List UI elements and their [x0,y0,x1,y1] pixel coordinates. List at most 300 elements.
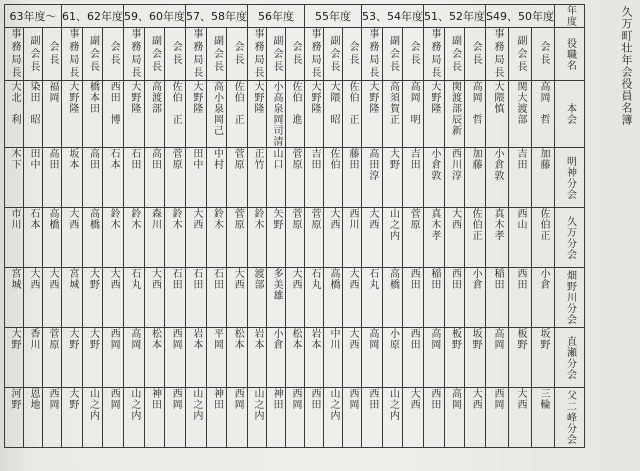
officer-name: 吉田 [408,148,420,170]
role-header [444,28,465,81]
officer-name: 高岡 [366,328,378,350]
role-header [62,28,83,81]
role-label: 副会長 [328,34,339,74]
branch-row [5,268,585,328]
officer-cell [305,81,324,148]
officer-name: 佐伯正 [537,208,549,241]
officer-cell [343,81,362,148]
officer-name: 西岡 [347,388,358,410]
officer-cell [403,148,424,208]
officer-cell [144,388,165,448]
officer-name: 高岡 [491,328,503,350]
role-header [144,28,165,81]
officer-name: 大西 [47,268,58,290]
officer-name: 田中 [28,148,39,170]
officer-cell [62,81,83,148]
officer-cell [24,148,43,208]
officer-cell [444,148,465,208]
role-label: 事務局長 [66,28,78,80]
officer-name: 平岡 [211,328,223,350]
officer-cell [165,81,186,148]
officer-name: 高小泉岡己 [211,81,223,136]
officer-cell [286,388,305,448]
period-label: S49、50年度 [486,9,554,23]
officer-cell [24,208,43,268]
officer-name: 恩地 [28,388,39,410]
officer-name: 大北 利 [9,81,20,125]
period-label: 53、54年度 [362,9,423,23]
officer-cell [362,268,383,328]
branch-row [5,208,585,268]
officer-cell [486,81,509,148]
role-label: 事務局長 [128,28,140,80]
officer-cell [403,388,424,448]
officer-cell [124,268,145,328]
officer-cell [465,208,486,268]
officer-cell [206,388,227,448]
officer-name: 大野 [387,148,399,170]
officer-name: 大野隆 [428,81,440,114]
officer-name: 大西 [290,268,301,290]
officer-cell [362,328,383,388]
officer-cell [362,388,383,448]
officer-name: 坂本 [66,148,78,170]
officer-name: 大西 [28,268,39,290]
officer-cell [444,388,465,448]
officer-name: 高渡部 [149,81,161,114]
officer-name: 高田 [149,148,161,170]
officer-name: 神田 [211,388,223,410]
role-header-row [5,28,585,81]
officer-cell [248,328,267,388]
officer-cell [165,148,186,208]
branch-header [554,148,584,208]
officer-name: 石本 [108,148,120,170]
officer-name: 大西 [366,208,378,230]
branch-label: 久万分会 [564,215,576,260]
role-label: 副会長 [271,34,282,74]
officer-name: 大隈 昭 [328,81,339,125]
officer-cell [248,388,267,448]
officer-name: 大野隆 [190,81,202,114]
officer-name: 高橋 [387,268,399,290]
officer-cell [248,268,267,328]
officer-cell [465,148,486,208]
officer-name: 山之内 [328,388,339,421]
officer-name: 真木孝 [428,208,440,241]
officer-cell [403,268,424,328]
officer-cell [5,328,24,388]
officer-cell [267,81,286,148]
officer-name: 小倉 [537,268,549,290]
officer-name: 小倉敦 [491,148,503,181]
officer-cell [103,81,124,148]
officer-cell [186,388,207,448]
officer-cell [124,388,145,448]
officer-name: 福岡 [47,81,58,103]
year-header [554,5,584,28]
officer-name: 神田 [149,388,161,410]
officer-name: 小倉 [271,328,282,350]
officer-cell [465,328,486,388]
officer-cell [248,208,267,268]
officer-name: 大野隆 [252,81,263,114]
officer-cell [5,268,24,328]
officer-cell [382,208,403,268]
officer-name: 高岡 明 [408,81,420,125]
role-label: 会長 [408,41,420,67]
role-header [508,28,531,81]
officer-name: 高田 [47,148,58,170]
officer-cell [508,388,531,448]
officer-name: 大西 [190,208,202,230]
officer-name: 西岡 [108,328,120,350]
officer-name: 大野隆 [309,81,320,114]
officer-name: 岩本 [190,328,202,350]
officer-name: 大西 [347,268,358,290]
officer-name: 稲田 [428,268,440,290]
officer-cell [305,148,324,208]
officer-name: 菅原 [290,148,301,170]
officer-cell [43,208,62,268]
officer-name: 高田 [87,148,99,170]
role-header [124,28,145,81]
officer-cell [186,148,207,208]
role-label: 副会長 [387,34,399,74]
officer-name: 西田 博 [108,81,120,125]
officer-cell [403,328,424,388]
officer-cell [343,388,362,448]
officer-cell [444,268,465,328]
officer-cell [403,81,424,148]
officer-cell [382,328,403,388]
officer-name: 大野 [66,328,78,350]
officer-cell [165,268,186,328]
officer-name: 佐伯正 [470,208,482,241]
officer-cell [227,148,248,208]
officer-cell [465,81,486,148]
period-header [248,5,305,28]
officer-name: 坂野 [537,328,549,350]
officer-name: 山口 [271,148,282,170]
role-label: 事務局長 [309,28,320,80]
document-title: 久万町壮年会役員名簿 [620,6,633,126]
officer-name: 西田 [408,328,420,350]
officer-name: 菅原 [309,208,320,230]
officer-cell [286,268,305,328]
officer-name: 鈴木 [211,208,223,230]
role-label: 事務局長 [252,28,263,80]
period-header [62,5,124,28]
officer-cell [206,208,227,268]
officer-cell [43,388,62,448]
branch-header [554,388,584,448]
officer-name: 西田 [428,388,440,410]
officer-name: 田中 [190,148,202,170]
officer-cell [508,208,531,268]
officer-cell [165,328,186,388]
officer-cell [62,148,83,208]
officer-name: 染田 昭 [28,81,39,125]
officer-cell [5,148,24,208]
period-header [362,5,424,28]
branch-header [554,208,584,268]
officer-name: 大野 [87,328,99,350]
officer-name: 大西 [66,208,78,230]
role-label: 事務局長 [9,28,20,80]
officer-cell [206,268,227,328]
role-title-label: 役職名 [564,37,576,71]
period-label: 51、52年度 [424,9,485,23]
officer-cell [5,388,24,448]
officer-name: 西山 [514,208,526,230]
branch-row [5,388,585,448]
officer-cell [486,268,509,328]
officer-cell [508,81,531,148]
officer-cell [206,81,227,148]
officer-cell [362,148,383,208]
officer-cell [82,148,103,208]
officer-name: 渡部 [252,268,263,290]
officer-name: 佐伯 正 [170,81,182,125]
officer-cell [424,81,445,148]
officer-name: 正竹 [252,148,263,170]
branch-row [5,148,585,208]
officer-cell [508,148,531,208]
officer-cell [324,81,343,148]
officer-name: 佐伯 [328,148,339,170]
officer-name: 大野 [66,388,78,410]
officer-name: 西岡 [108,388,120,410]
role-header [206,28,227,81]
officer-cell [444,81,465,148]
officer-cell [486,328,509,388]
officer-name: 菅原 [290,208,301,230]
officer-name: 石本 [28,208,39,230]
officer-cell [144,148,165,208]
role-header [248,28,267,81]
officer-cell [103,268,124,328]
officer-name: 大西 [449,208,461,230]
officer-cell [531,208,554,268]
officer-cell [486,208,509,268]
officer-cell [24,81,43,148]
officer-name: 大西 [149,268,161,290]
officer-name: 西田 [408,268,420,290]
role-header [531,28,554,81]
role-header [362,28,383,81]
officer-cell [227,268,248,328]
officer-cell [43,328,62,388]
officer-cell [82,328,103,388]
officer-name: 高岡 哲 [537,81,549,125]
role-label: 事務局長 [491,28,503,80]
officer-cell [343,208,362,268]
officer-name: 関渡部辰新 [449,81,461,136]
officer-cell [424,388,445,448]
officer-cell [227,81,248,148]
officer-name: 山之内 [87,388,99,421]
officer-name: 菅原 [170,148,182,170]
officer-name: 高橋 [87,208,99,230]
period-header [424,5,486,28]
officer-cell [382,268,403,328]
period-header-row [5,5,585,28]
officer-name: 菅原 [408,208,420,230]
officer-name: 佐伯 正 [347,81,358,125]
officer-name: 吉田 [309,148,320,170]
officer-cell [444,328,465,388]
officer-name: 鈴木 [128,208,140,230]
officer-cell [531,388,554,448]
role-label: 副会長 [28,34,39,74]
officer-cell [82,208,103,268]
role-header [186,28,207,81]
officer-cell [305,388,324,448]
role-label: 事務局長 [366,28,378,80]
role-header [227,28,248,81]
officer-cell [444,208,465,268]
officer-name: 橋本田 [87,81,99,114]
officer-name: 西川 [347,208,358,230]
officer-cell [5,81,24,148]
officer-name: 河野 [9,388,20,410]
officer-cell [267,328,286,388]
officer-cell [424,328,445,388]
officer-name: 高田淳 [366,148,378,181]
role-title-header [554,28,584,81]
officer-cell [144,328,165,388]
officer-cell [186,268,207,328]
role-header [267,28,286,81]
officer-cell [465,268,486,328]
officer-cell [531,328,554,388]
officer-cell [103,148,124,208]
officer-cell [508,268,531,328]
role-label: 会長 [108,41,120,67]
officer-name: 大西 [470,388,482,410]
officer-cell [465,388,486,448]
period-label: 56年度 [258,9,294,23]
officer-name: 鈴木 [170,208,182,230]
role-label: 会長 [47,41,58,67]
officer-cell [305,208,324,268]
officer-cell [267,148,286,208]
officer-cell [531,148,554,208]
officer-name: 大野隆 [366,81,378,114]
officer-name: 石丸 [128,268,140,290]
officer-roster-table [4,4,585,448]
officer-name: 大西 [408,388,420,410]
officer-name: 石田 [128,148,140,170]
officer-name: 西岡 [47,388,58,410]
role-header [24,28,43,81]
officer-name: 西岡 [170,328,182,350]
branch-row [5,81,585,148]
branch-header [554,268,584,328]
officer-cell [343,328,362,388]
officer-cell [165,208,186,268]
officer-cell [324,328,343,388]
officer-name: 鈴木 [108,208,120,230]
officer-name: 小倉 [470,268,482,290]
officer-name: 多美雄 [271,268,282,301]
officer-name: 加藤 [537,148,549,170]
officer-name: 高岡 [428,328,440,350]
officer-name: 西岡 [491,388,503,410]
role-header [286,28,305,81]
officer-name: 香川 [28,328,39,350]
officer-cell [286,328,305,388]
officer-cell [486,388,509,448]
officer-cell [424,148,445,208]
role-label: 事務局長 [428,28,440,80]
officer-cell [103,388,124,448]
branch-label: 直瀬分会 [564,335,576,380]
role-label: 副会長 [211,34,223,74]
officer-name: 松本 [232,328,244,350]
officer-name: 関大渡部 [514,81,526,125]
officer-name: 西岡 [170,388,182,410]
officer-name: 高須賀正 [387,81,399,125]
officer-name: 西岡 [232,388,244,410]
role-label: 副会長 [87,34,99,74]
officer-name: 佐伯 進 [290,81,301,125]
officer-cell [248,81,267,148]
officer-cell [24,268,43,328]
officer-cell [24,388,43,448]
officer-name: 吉田 [514,148,526,170]
officer-name: 大野 [87,268,99,290]
officer-name: 市川 [9,208,20,230]
officer-cell [305,268,324,328]
officer-cell [508,328,531,388]
year-label: 年度 [564,5,576,27]
officer-name: 石丸 [366,268,378,290]
officer-name: 山之内 [128,388,140,421]
officer-cell [144,81,165,148]
officer-name: 矢野 [271,208,282,230]
officer-name: 高岡 [449,388,461,410]
period-header [5,5,62,28]
officer-cell [124,208,145,268]
officer-cell [382,148,403,208]
officer-name: 高橋 [47,208,58,230]
period-header [124,5,186,28]
officer-name: 大隈慎 [491,81,503,114]
officer-cell [43,81,62,148]
officer-cell [424,268,445,328]
officer-name: 石丸 [309,268,320,290]
branch-row [5,328,585,388]
officer-name: 大野 [9,328,20,350]
officer-cell [324,148,343,208]
role-label: 会長 [232,41,244,67]
officer-cell [124,148,145,208]
officer-name: 坂野 [470,328,482,350]
officer-cell [227,328,248,388]
officer-name: 石田 [190,268,202,290]
officer-name: 石田 [211,268,223,290]
officer-cell [286,81,305,148]
role-label: 会長 [347,41,358,67]
officer-name: 大西 [232,268,244,290]
officer-cell [286,208,305,268]
officer-name: 松本 [290,328,301,350]
role-label: 会長 [537,41,549,67]
officer-name: 鈴木 [252,208,263,230]
officer-name: 山之内 [252,388,263,421]
